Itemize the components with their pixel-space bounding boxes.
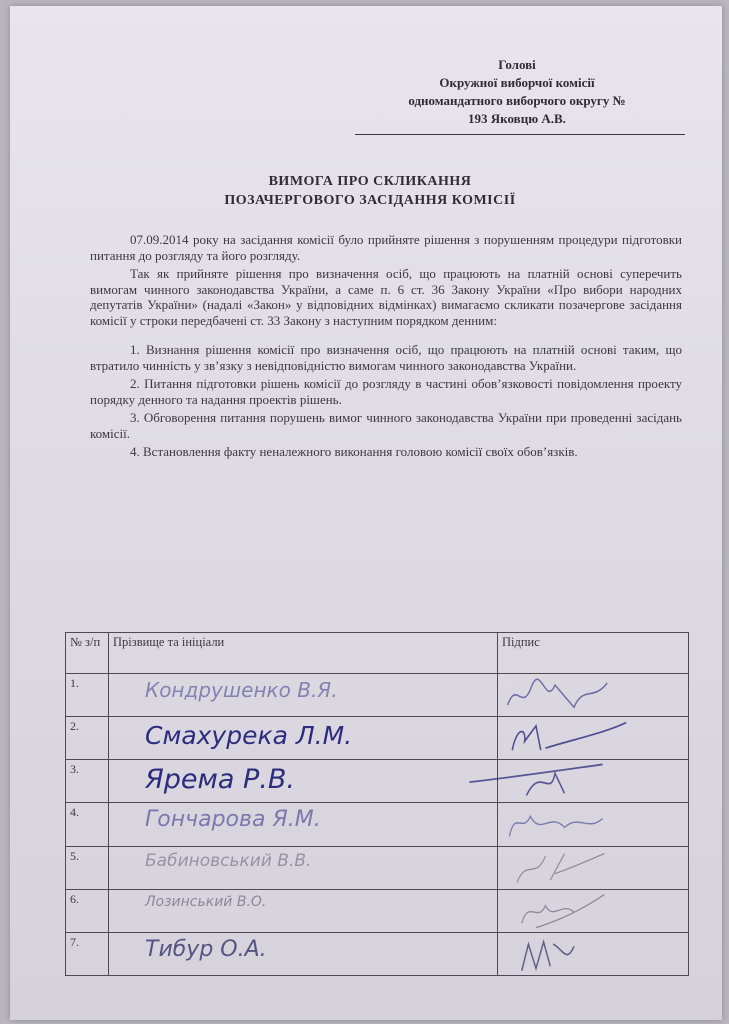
header-name: Прізвище та ініціали bbox=[109, 633, 498, 674]
paragraph-1: 07.09.2014 року на засідання комісії було прийняте рішення з порушенням процедури підготовки питання до розгляду та його розгляду. bbox=[90, 232, 682, 263]
row-signature-cell bbox=[498, 674, 689, 717]
header-sign: Підпис bbox=[498, 633, 689, 674]
row-signature-cell bbox=[498, 760, 689, 803]
row-num: 5. bbox=[66, 846, 109, 889]
row-name-cell bbox=[109, 932, 498, 975]
row-num: 1. bbox=[66, 674, 109, 717]
handwritten-name: Ярема Р.В. bbox=[145, 764, 295, 796]
row-name-cell bbox=[109, 846, 498, 889]
signature-table bbox=[65, 632, 689, 976]
header-num: № з/п bbox=[66, 633, 109, 674]
row-num: 3. bbox=[66, 760, 109, 803]
row-name-cell bbox=[109, 717, 498, 760]
row-name-cell bbox=[109, 889, 498, 932]
table-row bbox=[66, 674, 689, 717]
table-row bbox=[66, 932, 689, 975]
agenda-item-1: 1. Визнання рішення комісії про визначення осіб, що працюють на платній основі таким, що втратило чинність у зв’язку з невідповідністю вимогам чинного законодавства України. bbox=[90, 342, 682, 373]
signature-scribble bbox=[498, 933, 688, 975]
row-name-cell bbox=[109, 760, 498, 803]
table-header-row bbox=[66, 633, 689, 674]
document-page bbox=[10, 6, 722, 1020]
addressee-line-4: 193 Яковцю А.В. bbox=[468, 111, 566, 126]
row-num: 6. bbox=[66, 889, 109, 932]
handwritten-name: Тибур О.А. bbox=[145, 936, 267, 962]
table-row bbox=[66, 717, 689, 760]
handwritten-name: Бабиновський В.В. bbox=[145, 850, 312, 871]
handwritten-name: Смахурека Л.М. bbox=[145, 721, 353, 751]
title-line-2: ПОЗАЧЕРГОВОГО ЗАСІДАННЯ КОМІСІЇ bbox=[224, 193, 516, 208]
row-name-cell bbox=[109, 803, 498, 846]
agenda-item-2: 2. Питання підготовки рішень комісії до розгляду в частині обов’язковості повідомлення проекту порядку денного та надання проектів рішень. bbox=[90, 376, 682, 407]
row-name-cell bbox=[109, 674, 498, 717]
document-title bbox=[130, 172, 610, 210]
row-signature-cell bbox=[498, 717, 689, 760]
table-row bbox=[66, 803, 689, 846]
handwritten-name: Гончарова Я.М. bbox=[145, 807, 321, 833]
table-row bbox=[66, 760, 689, 803]
signature-scribble bbox=[498, 760, 688, 802]
addressee-underline bbox=[355, 134, 685, 135]
paragraph-2: Так як прийняте рішення про визначення осіб, що працюють на платній основі суперечить вимогам чинного законодавства України, а саме п. 6 ст. 36 Закону України «Про вибори народних депутатів України» (надалі «Закон» у відповідних відмінках) вимагаємо скликати позачергове засідання комісії у строки передбачені ст. 33 Закону з наступним порядком денним: bbox=[90, 266, 682, 328]
row-signature-cell bbox=[498, 889, 689, 932]
signature-scribble bbox=[498, 890, 688, 932]
document-body bbox=[90, 232, 682, 463]
handwritten-name: Кондрушенко В.Я. bbox=[145, 678, 338, 703]
row-num: 2. bbox=[66, 717, 109, 760]
agenda-item-3: 3. Обговорення питання порушень вимог чинного законодавства України при проведенні засідань комісії. bbox=[90, 410, 682, 441]
row-signature-cell bbox=[498, 803, 689, 846]
addressee-line-3: одномандатного виборчого округу № bbox=[408, 93, 626, 108]
agenda-item-4: 4. Встановлення факту неналежного виконання головою комісії своїх обов’язків. bbox=[130, 444, 578, 459]
addressee-line-1: Голові bbox=[498, 57, 536, 72]
table-row bbox=[66, 889, 689, 932]
handwritten-name: Лозинський В.О. bbox=[145, 893, 267, 910]
title-line-1: ВИМОГА ПРО СКЛИКАННЯ bbox=[268, 174, 472, 189]
row-signature-cell bbox=[498, 932, 689, 975]
row-num: 4. bbox=[66, 803, 109, 846]
table-row bbox=[66, 846, 689, 889]
row-signature-cell bbox=[498, 846, 689, 889]
signature-scribble bbox=[498, 803, 688, 845]
signature-scribble bbox=[498, 847, 688, 889]
signature-scribble bbox=[498, 717, 688, 759]
agenda-list bbox=[90, 342, 682, 460]
addressee-line-2: Окружної виборчої комісії bbox=[439, 75, 595, 90]
signature-scribble bbox=[498, 674, 688, 716]
addressee-block bbox=[358, 56, 676, 128]
row-num: 7. bbox=[66, 932, 109, 975]
